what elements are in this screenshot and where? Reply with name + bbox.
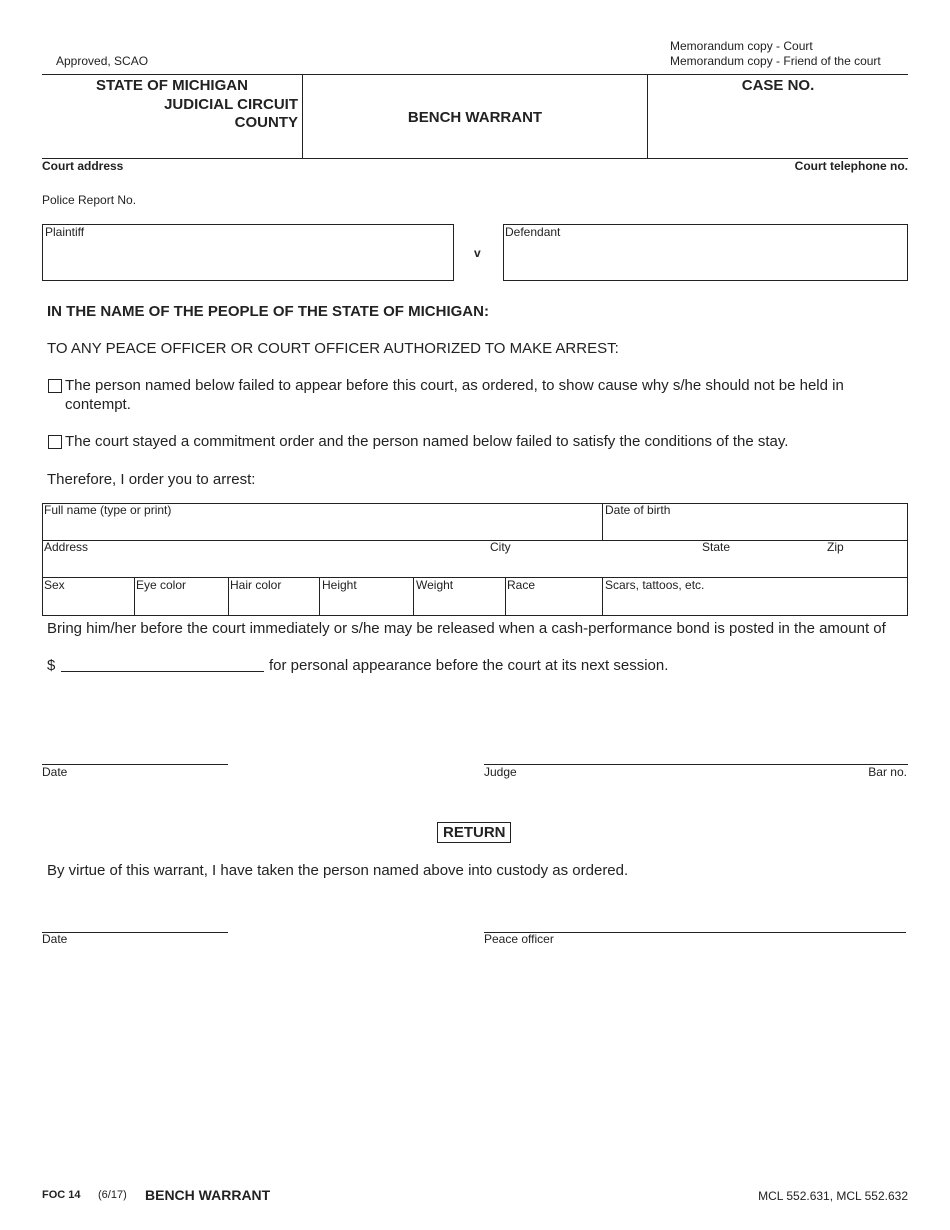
- memo-copy-friend: Memorandum copy - Friend of the court: [670, 54, 881, 68]
- to-officer-text: TO ANY PEACE OFFICER OR COURT OFFICER AUTHORIZED TO MAKE ARREST:: [47, 340, 619, 357]
- date-signature-line[interactable]: [42, 764, 228, 765]
- form-revision: (6/17): [98, 1189, 127, 1201]
- return-date-line[interactable]: [42, 932, 228, 933]
- option1-line2: contempt.: [65, 396, 131, 413]
- form-code: FOC 14: [42, 1189, 81, 1201]
- stay-violation-checkbox[interactable]: [48, 435, 62, 449]
- plaintiff-label: Plaintiff: [45, 225, 85, 239]
- city-field[interactable]: City: [490, 540, 511, 554]
- appearance-text: for personal appearance before the court at its next session.: [269, 657, 669, 674]
- table-col-divider-2: [228, 577, 229, 615]
- full-name-field[interactable]: Full name (type or print): [44, 503, 172, 517]
- state-field[interactable]: State: [702, 540, 731, 554]
- form-title: BENCH WARRANT: [407, 109, 543, 126]
- police-report-field[interactable]: Police Report No.: [42, 193, 137, 207]
- failed-to-appear-checkbox[interactable]: [48, 379, 62, 393]
- table-col-divider-dob: [602, 503, 603, 540]
- dob-field[interactable]: Date of birth: [605, 503, 671, 517]
- memo-copy-court: Memorandum copy - Court: [670, 39, 813, 53]
- approved-label: Approved, SCAO: [56, 54, 149, 68]
- judge-label: Judge: [484, 765, 517, 779]
- person-table: [42, 503, 908, 616]
- zip-field[interactable]: Zip: [827, 540, 844, 554]
- return-date-label: Date: [42, 932, 68, 946]
- peace-officer-label: Peace officer: [484, 932, 554, 946]
- court-address-field[interactable]: Court address: [42, 159, 124, 173]
- therefore-text: Therefore, I order you to arrest:: [47, 471, 256, 488]
- option1-line1: The person named below failed to appear before this court, as ordered, to show cause why s/he should not be held in: [65, 377, 844, 394]
- height-field[interactable]: Height: [322, 578, 357, 592]
- footer-form-name: BENCH WARRANT: [145, 1187, 271, 1203]
- return-title: RETURN: [437, 822, 511, 843]
- dollar-sign: $: [47, 657, 56, 674]
- table-row-divider-1: [42, 540, 908, 541]
- defendant-label: Defendant: [505, 225, 561, 239]
- header-top-rule: [42, 74, 908, 75]
- table-col-divider-1: [134, 577, 135, 615]
- address-field[interactable]: Address: [44, 540, 89, 554]
- option2-text: The court stayed a commitment order and the person named below failed to satisfy the conditions of the stay.: [65, 433, 789, 450]
- race-field[interactable]: Race: [507, 578, 536, 592]
- date-label: Date: [42, 765, 68, 779]
- eye-color-field[interactable]: Eye color: [136, 578, 187, 592]
- bar-no-label: Bar no.: [868, 765, 907, 779]
- bring-text: Bring him/her before the court immediately or s/he may be released when a cash-performance bond is posted in the amount of: [47, 620, 886, 637]
- table-col-divider-6: [602, 577, 603, 615]
- table-col-divider-4: [413, 577, 414, 615]
- judicial-circuit-label: JUDICIAL CIRCUIT: [164, 96, 298, 113]
- scars-field[interactable]: Scars, tattoos, etc.: [605, 578, 705, 592]
- custody-text: By virtue of this warrant, I have taken the person named above into custody as ordered.: [47, 862, 629, 879]
- sex-field[interactable]: Sex: [44, 578, 65, 592]
- county-label: COUNTY: [234, 114, 298, 131]
- table-col-divider-5: [505, 577, 506, 615]
- people-heading: IN THE NAME OF THE PEOPLE OF THE STATE OF MICHIGAN:: [47, 303, 489, 320]
- table-col-divider-3: [319, 577, 320, 615]
- case-no-field[interactable]: CASE NO.: [741, 77, 815, 94]
- hair-color-field[interactable]: Hair color: [230, 578, 282, 592]
- state-label: STATE OF MICHIGAN: [96, 77, 248, 94]
- bond-amount-field[interactable]: [61, 671, 264, 672]
- weight-field[interactable]: Weight: [416, 578, 454, 592]
- statute-citation: MCL 552.631, MCL 552.632: [758, 1189, 908, 1203]
- court-telephone-field[interactable]: Court telephone no.: [794, 159, 908, 173]
- defendant-field[interactable]: [503, 224, 908, 281]
- plaintiff-field[interactable]: [42, 224, 454, 281]
- versus-label: v: [474, 246, 481, 260]
